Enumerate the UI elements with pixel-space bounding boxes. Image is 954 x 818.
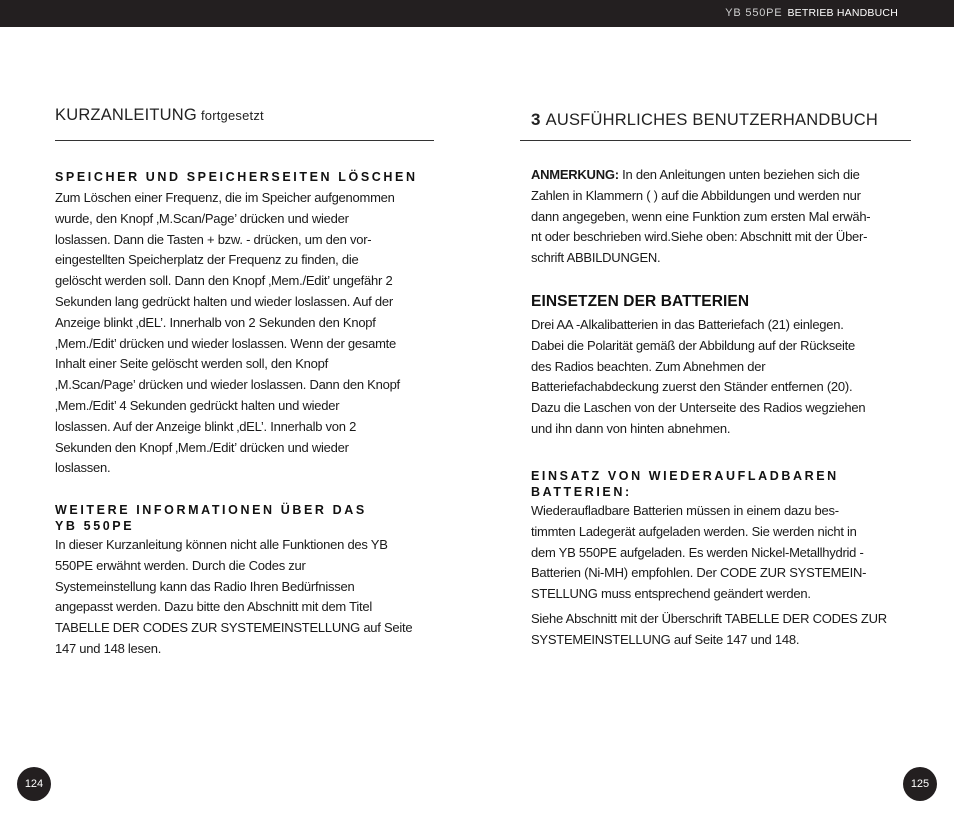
section-delete-line: Sekunden den Knopf ‚Mem./Edit’ drücken und wieder [55, 439, 349, 455]
batteries-line: Dazu die Laschen von der Unterseite des Radios wegziehen [531, 400, 866, 416]
section-more-info [55, 502, 425, 660]
section-more-line: TABELLE DER CODES ZUR SYSTEMEINSTELLUNG auf Seite [55, 620, 413, 636]
note-label: ANMERKUNG: [531, 167, 619, 182]
section-delete-line: wurde, den Knopf ‚M.Scan/Page’ drücken und wieder [55, 210, 349, 226]
note-line [531, 165, 901, 186]
section-batteries [531, 293, 901, 440]
rechargeable-body-2 [531, 609, 901, 651]
section-delete-line: Inhalt einer Seite gelöscht werden soll, den Knopf [55, 356, 328, 372]
batteries-line: des Radios beachten. Zum Abnehmen der [531, 358, 766, 374]
left-title-rule [55, 140, 434, 141]
section-delete-body [55, 188, 425, 479]
rechargeable-line: STELLUNG muss entsprechend geändert werden. [531, 586, 811, 602]
section-delete-line: Sekunden lang gedrückt halten und wieder loslassen. Auf der [55, 293, 393, 309]
section-more-line: In dieser Kurzanleitung können nicht alle Funktionen des YB [55, 537, 388, 552]
section-delete-line: gelöscht werden soll. Dann den Knopf ‚Mem./Edit’ ungefähr 2 [55, 273, 393, 289]
batteries-line: Batteriefachabdeckung zuerst den Ständer entfernen (20). [531, 379, 853, 395]
right-title-rule [520, 140, 911, 141]
section-delete-heading: SPEICHER UND SPEICHERSEITEN LÖSCHEN [55, 170, 418, 184]
section-delete-line: ‚Mem./Edit’ 4 Sekunden gedrückt halten und wieder [55, 397, 340, 413]
section-delete-memory [55, 169, 425, 479]
rechargeable-2-line: Siehe Abschnitt mit der Überschrift TABELLE DER CODES ZUR [531, 610, 887, 626]
batteries-body [531, 315, 901, 440]
rechargeable-body [531, 501, 901, 605]
section-delete-line: loslassen. Dann die Tasten + bzw. - drücken, um den vor- [55, 231, 372, 247]
section-more-line: 147 und 148 lesen. [55, 640, 162, 656]
note-body [531, 165, 901, 269]
batteries-line: Dabei die Polarität gemäß der Abbildung auf der Rückseite [531, 337, 855, 353]
note-line-text: In den Anleitungen unten beziehen sich die [618, 167, 860, 182]
rechargeable-line: Batterien (Ni-MH) empfohlen. Der CODE ZUR SYSTEMEIN- [531, 565, 867, 581]
note-line: Zahlen in Klammern ( ) auf die Abbildungen und werden nur [531, 187, 861, 203]
rechargeable-heading-line1: EINSATZ VON WIEDERAUFLADBAREN [531, 469, 839, 483]
rechargeable-line: dem YB 550PE aufgeladen. Es werden Nickel-Metallhydrid - [531, 544, 864, 560]
note-line: schrift ABBILDUNGEN. [531, 250, 661, 266]
section-more-heading-line2: YB 550PE [55, 519, 135, 533]
header-title [725, 7, 898, 19]
section-delete-line: Zum Löschen einer Frequenz, die im Speicher aufgenommen [55, 190, 395, 205]
header-bar [0, 0, 954, 27]
section-more-heading-line1: WEITERE INFORMATIONEN ÜBER DAS [55, 503, 367, 517]
section-delete-line: eingestellten Speicherplatz der Frequenz zu finden, die [55, 252, 359, 268]
page-number-right: 125 [903, 767, 937, 801]
section-more-line: 550PE erwähnt werden. Durch die Codes zur [55, 557, 306, 573]
page-number-left: 124 [17, 767, 51, 801]
note-line: dann angegeben, wenn eine Funktion zum ersten Mal erwäh- [531, 208, 871, 224]
left-title-sub: fortgesetzt [200, 108, 264, 123]
section-more-body [55, 535, 425, 660]
right-title-number: 3 [531, 110, 541, 129]
section-delete-line: loslassen. Auf der Anzeige blinkt ‚dEL’. Innerhalb von 2 [55, 418, 357, 434]
left-title: KURZANLEITUNG [55, 106, 197, 124]
rechargeable-line: Wiederaufladbare Batterien müssen in einem dazu bes- [531, 503, 839, 518]
section-delete-line: loslassen. [55, 460, 111, 476]
left-column [55, 106, 420, 125]
section-delete-line: ‚M.Scan/Page’ drücken und wieder loslassen. Dann den Knopf [55, 377, 400, 393]
note-block [531, 165, 901, 269]
left-section-title [55, 106, 420, 125]
section-delete-line: ‚Mem./Edit’ drücken und wieder loslassen. Wenn der gesamte [55, 335, 397, 351]
right-section-title [531, 110, 896, 130]
section-more-line: Systemeinstellung kann das Radio Ihren Bedürfnissen [55, 578, 355, 594]
header-model: YB 550PE [725, 7, 783, 19]
right-title: AUSFÜHRLICHES BENUTZERHANDBUCH [545, 111, 879, 129]
right-column [531, 110, 896, 130]
rechargeable-2-line: SYSTEMEINSTELLUNG auf Seite 147 und 148. [531, 631, 800, 647]
batteries-line: und ihn dann von hinten abnehmen. [531, 420, 731, 436]
section-rechargeable [531, 468, 901, 651]
note-line: nt oder beschrieben wird.Siehe oben: Abschnitt mit der Über- [531, 229, 868, 245]
rechargeable-line: timmten Ladegerät aufgeladen werden. Sie werden nicht in [531, 523, 857, 539]
section-more-line: angepasst werden. Dazu bitte den Abschnitt mit dem Titel [55, 599, 372, 615]
rechargeable-heading-line2: BATTERIEN: [531, 485, 632, 499]
batteries-heading: EINSETZEN DER BATTERIEN [531, 293, 750, 310]
section-delete-line: Anzeige blinkt ‚dEL’. Innerhalb von 2 Sekunden den Knopf [55, 314, 376, 330]
batteries-line: Drei AA -Alkalibatterien in das Batteriefach (21) einlegen. [531, 317, 844, 332]
header-manual: BETRIEB HANDBUCH [787, 7, 898, 19]
